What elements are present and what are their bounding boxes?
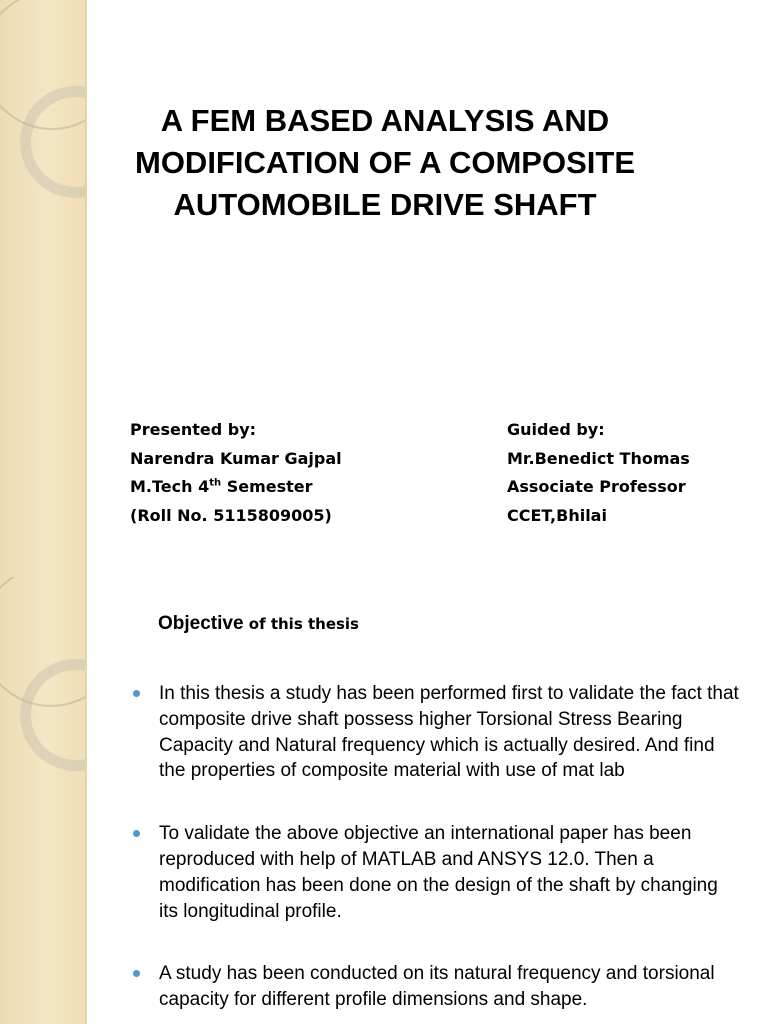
presenter-name: Narendra Kumar Gajpal (130, 448, 342, 468)
bullet-text: To validate the above objective an international paper has been reproduced with help of MATLAB and ANSYS 12.0. Then a modification has been done on the design of the shaft by changing its longitudinal profile. (159, 823, 718, 922)
band-edge-line (85, 0, 87, 577)
guide-institute: CCET,Bhilai (507, 505, 607, 525)
objective-heading (158, 613, 359, 635)
decorative-side-band (0, 0, 85, 577)
bullet-item (130, 961, 740, 1013)
guide-block (507, 416, 690, 530)
presenter-block (130, 416, 342, 530)
slide-title: A FEM BASED ANALYSIS AND MODIFICATION OF A COMPOSITE AUTOMOBILE DRIVE SHAFT (135, 103, 635, 222)
presenter-roll: (Roll No. 5115809005) (130, 505, 332, 525)
objective-heading-main: Objective (158, 613, 244, 634)
objective-bullet-list (130, 681, 740, 1024)
guide-role: Associate Professor (507, 477, 686, 496)
presenter-course (130, 473, 342, 502)
objective-heading-rest: of this thesis (243, 615, 359, 633)
bullet-dot-icon (133, 970, 140, 977)
bullet-dot-icon (133, 830, 140, 837)
objective-slide (0, 577, 768, 1024)
bullet-item (130, 681, 740, 784)
course-main: M.Tech 4 (130, 477, 210, 496)
guide-heading: Guided by: (507, 420, 605, 439)
bullet-text: A study has been conducted on its natural frequency and torsional capacity for different profile dimensions and shape. (159, 963, 715, 1011)
decorative-ring-thin (0, 577, 85, 707)
course-superscript: th (209, 477, 222, 489)
bullet-item (130, 821, 740, 924)
band-edge-line (85, 577, 87, 1024)
presenter-heading: Presented by: (130, 420, 257, 439)
bullet-text: In this thesis a study has been performed first to validate the fact that composite drive shaft possess higher Torsional Stress Bearing Capacity and Natural frequency which is actually desired. And find the properties of composite material with use of mat lab (159, 683, 739, 782)
course-rest: Semester (221, 477, 313, 496)
guide-name: Mr.Benedict Thomas (507, 448, 690, 468)
decorative-side-band (0, 577, 85, 1024)
decorative-ring-thin (0, 0, 85, 130)
bullet-dot-icon (133, 690, 140, 697)
